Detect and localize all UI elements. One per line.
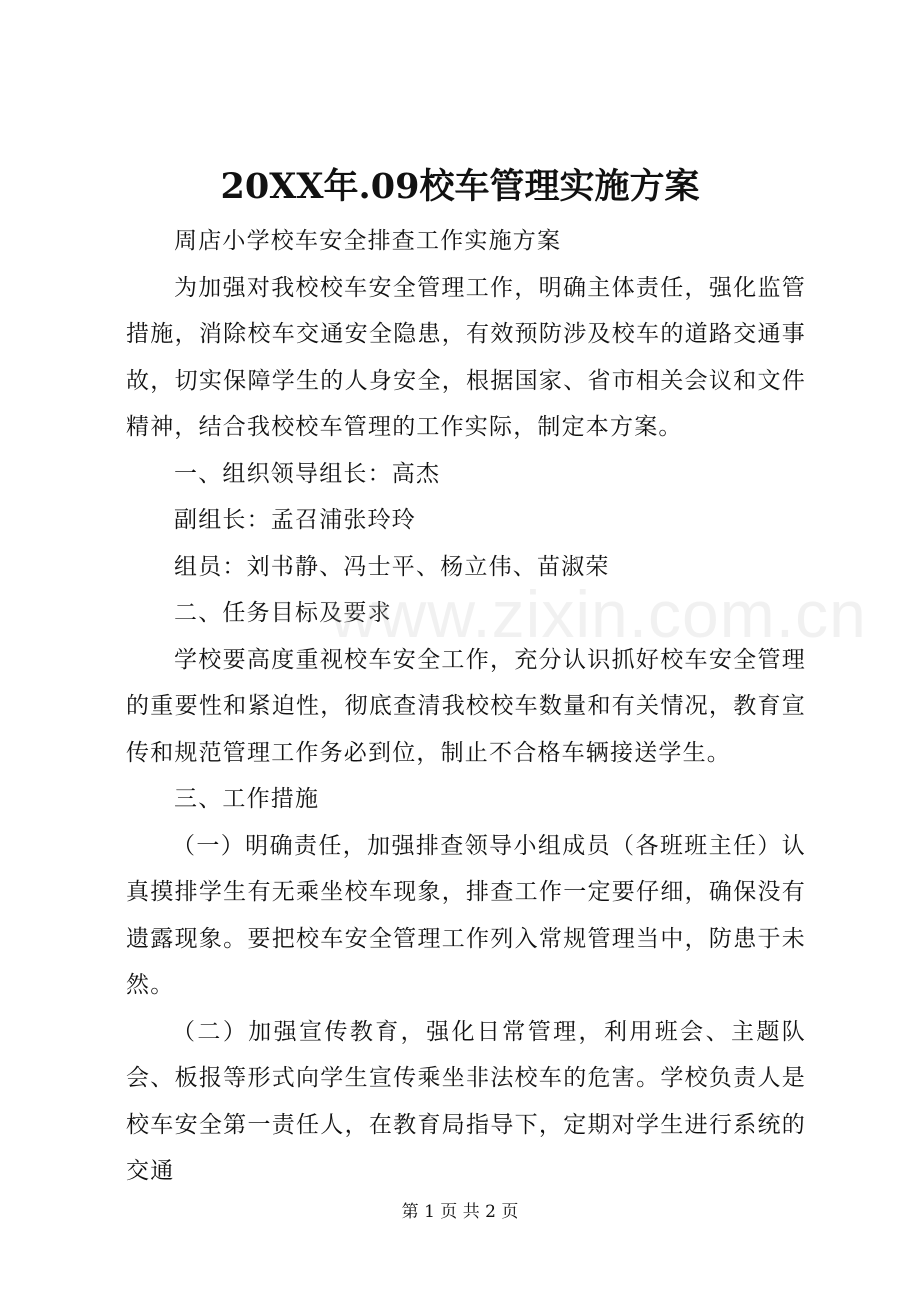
paragraph-section-3-heading: 三、工作措施 (174, 786, 320, 812)
paragraph-intro: 为加强对我校校车安全管理工作，明确主体责任，强化监管措施，消除校车交通安全隐患，有效预防涉及校车的道路交通事故，切实保障学生的人身安全，根据国家、省市相关会议和文件精神，结合我校校车管理的工作实际，制定本方案。 (126, 274, 806, 440)
paragraph-members: 组员：刘书静、冯士平、杨立伟、苗淑荣 (174, 553, 610, 580)
paragraph-section-1-leader: 一、组织领导组长：高杰 (174, 460, 441, 487)
watermark: www.zixin.com.cn (330, 577, 867, 651)
paragraph-section-2-heading: 二、任务目标及要求 (174, 600, 392, 626)
page-footer: 第 1 页 共 2 页 (401, 1202, 519, 1222)
paragraph-deputy-leaders: 副组长：孟召浦张玲玲 (174, 507, 416, 533)
paragraph-section-2-body: 学校要高度重视校车安全工作，充分认识抓好校车安全管理的重要性和紧迫性，彻底查清我校校车数量和有关情况，教育宣传和规范管理工作务必到位，制止不合格车辆接送学生。 (126, 646, 806, 766)
paragraph-measure-1: （一）明确责任，加强排查领导小组成员（各班班主任）认真摸排学生有无乘坐校车现象，排查工作一定要仔细，确保没有遗露现象。要把校车安全管理工作列入常规管理当中，防患于未然。 (126, 832, 806, 998)
paragraph-measure-2: （二）加强宣传教育，强化日常管理，利用班会、主题队会、板报等形式向学生宣传乘坐非法校车的危害。学校负责人是校车安全第一责任人，在教育局指导下，定期对学生进行系统的交通 (126, 1018, 806, 1184)
document-title: 20XX年.09校车管理实施方案 (220, 166, 700, 207)
document-body (126, 218, 806, 1195)
paragraph-subtitle: 周店小学校车安全排查工作实施方案 (174, 228, 562, 254)
